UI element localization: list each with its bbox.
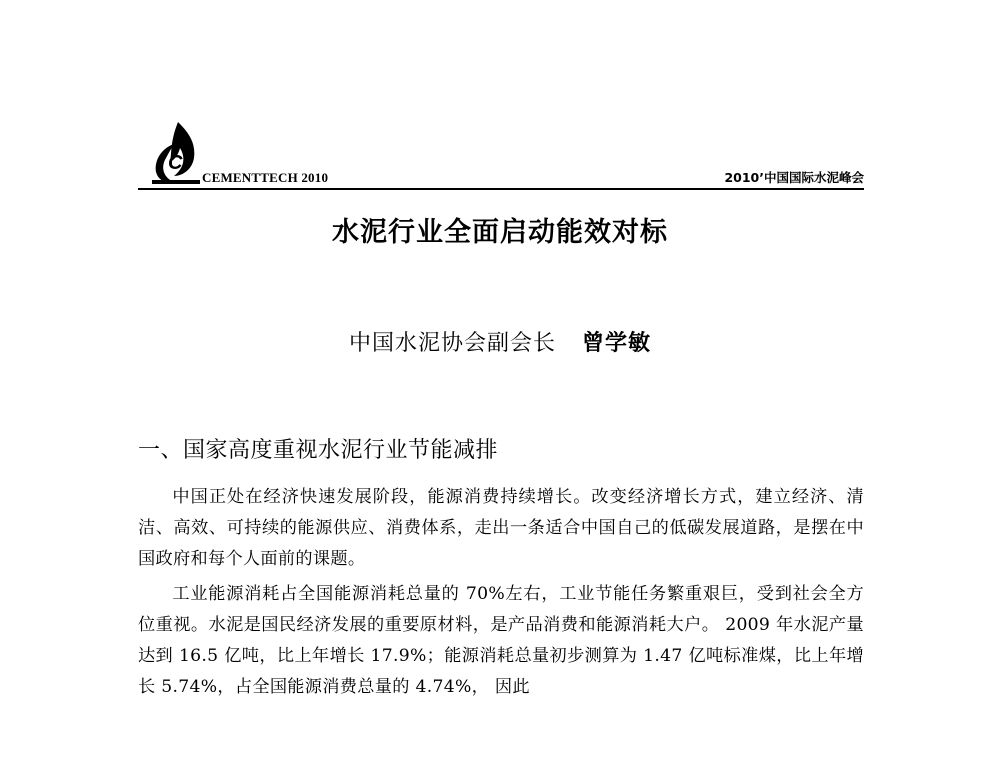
author-name: 曾学敏	[582, 330, 652, 356]
header-conference-name: CEMENTTECH 2010	[202, 170, 329, 185]
header-summit-name: 2010’中国国际水泥峰会	[724, 170, 864, 185]
page-header	[138, 118, 864, 190]
author-line	[0, 326, 1000, 357]
cementtech-logo	[144, 118, 204, 186]
paragraph: 工业能源消耗占全国能源消耗总量的 70%左右，工业节能任务繁重艰巨，受到社会全方位重视。水泥是国民经济发展的重要原材料，是产品消费和能源消耗大户。 2009 年水泥产量达到 16.5 亿吨，比上年增长 17.9%；能源消耗总量初步测算为 1.47 亿吨标准煤，比上年增长 5.74%，占全国能源消费总量的 4.74%， 因此	[138, 584, 864, 697]
paragraph: 中国正处在经济快速发展阶段，能源消费持续增长。改变经济增长方式，建立经济、清洁、高效、可持续的能源供应、消费体系，走出一条适合中国自己的低碳发展道路，是摆在中国政府和每个人面前的课题。	[138, 487, 864, 569]
section-heading: 一、国家高度重视水泥行业节能减排	[138, 438, 499, 463]
header-divider	[138, 188, 864, 190]
body-text	[138, 482, 864, 707]
logo-letter: C	[168, 152, 183, 174]
author-position: 中国水泥协会副会长	[348, 331, 556, 356]
paper-title: 水泥行业全面启动能效对标	[332, 217, 668, 248]
